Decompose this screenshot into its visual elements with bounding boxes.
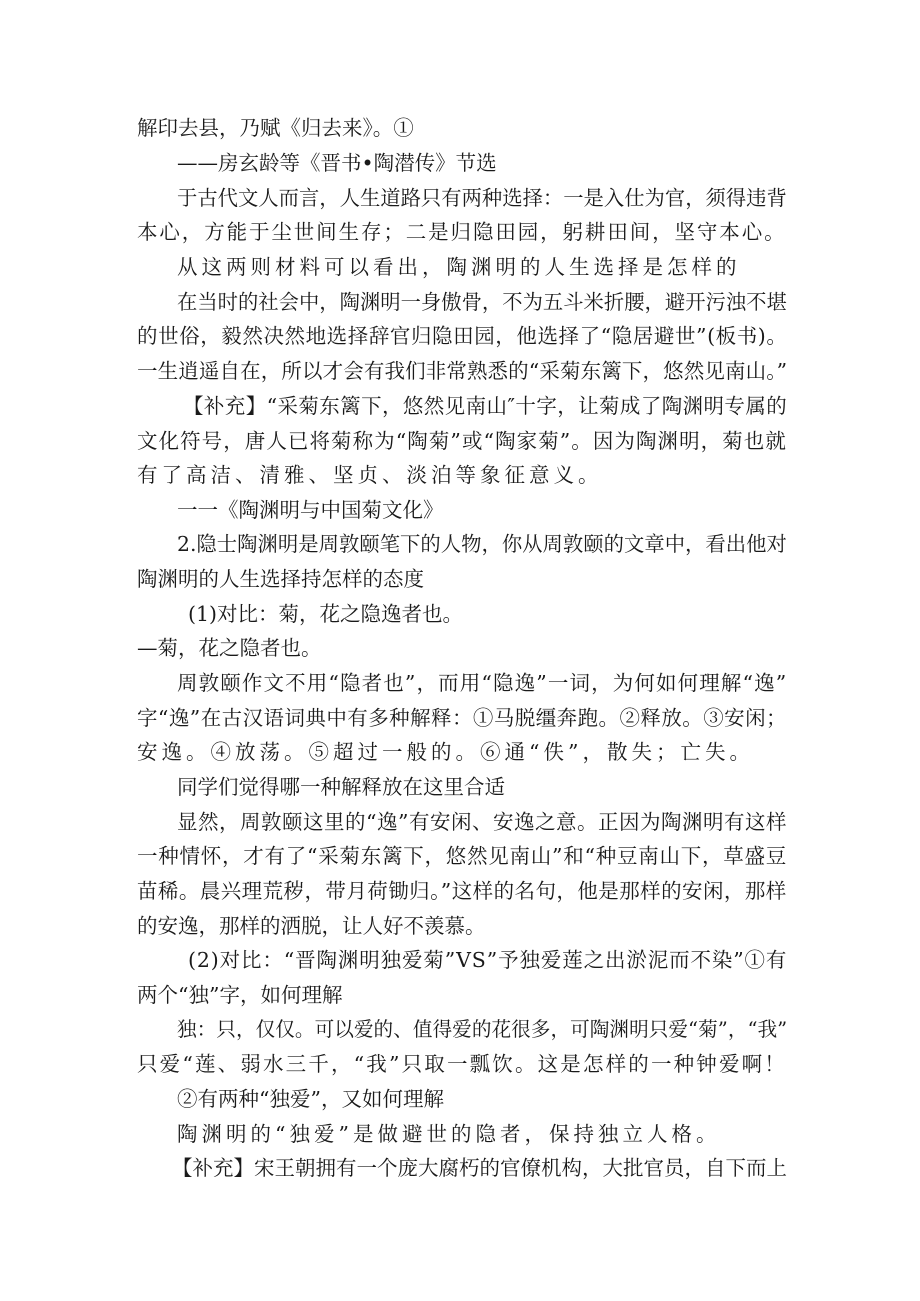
text-line: 一生逍遥自在，所以才会有我们非常熟悉的“采菊东篱下，悠然见南山。” bbox=[137, 359, 788, 383]
question-line: 从这两则材料可以看出，陶渊明的人生选择是怎样的 bbox=[177, 255, 741, 279]
text-line: 显然，周敦颐这里的“逸”有安闲、安逸之意。正因为陶渊明有这样 bbox=[177, 810, 787, 834]
text-line: 本心，方能于尘世间生存；二是归隐田园，躬耕田间，坚守本心。 bbox=[137, 220, 787, 244]
question-line: ②有两种“独爱”，又如何理解 bbox=[177, 1087, 444, 1111]
text-line: 两个“独”字，如何理解 bbox=[137, 983, 343, 1007]
comparison-line: (1)对比：菊，花之隐逸者也。 bbox=[188, 602, 464, 626]
source-citation: 一一《陶渊明与中国菊文化》 bbox=[177, 498, 444, 522]
comparison-line: (2)对比：“晋陶渊明独爱菊”VS”予独爱莲之出淤泥而不染”①有 bbox=[188, 948, 788, 972]
text-line: 的安逸，那样的洒脱，让人好不羡慕。 bbox=[137, 914, 486, 938]
text-line: 只爱“莲、弱水三千，“我”只取一瓢饮。这是怎样的一种钟爱啊！ bbox=[137, 1052, 787, 1076]
text-line: 解印去县，乃赋《归去来》。① bbox=[137, 116, 414, 140]
text-line: 于古代文人而言，人生道路只有两种选择：一是入仕为官，须得违背 bbox=[177, 186, 787, 210]
supplement-line: 【补充】“采菊东篱下，悠然见南山″十字，让菊成了陶渊明专属的 bbox=[183, 394, 788, 418]
text-line: 苗稀。晨兴理荒秽，带月荷锄归。”这样的名句，他是那样的安闲，那样 bbox=[137, 879, 787, 903]
supplement-line: 【补充】宋王朝拥有一个庞大腐朽的官僚机构，大批官员，自下而上 bbox=[172, 1156, 787, 1180]
text-line: 的世俗，毅然决然地选择辞官归隐田园，他选择了“隐居避世”(板书)。 bbox=[137, 324, 788, 348]
text-line: 在当时的社会中，陶渊明一身傲骨，不为五斗米折腰，避开污浊不堪 bbox=[177, 290, 787, 314]
text-line: 字“逸”在古汉语词典中有多种解释：①马脱缰奔跑。②释放。③安闲； bbox=[137, 706, 787, 730]
source-citation: ——房玄龄等《晋书•陶潜传》节选 bbox=[177, 151, 497, 175]
question-line: 陶渊明的人生选择持怎样的态度 bbox=[137, 567, 424, 591]
question-line: 同学们觉得哪一种解释放在这里合适 bbox=[177, 775, 505, 799]
question-line: 2.隐士陶渊明是周敦颐笔下的人物，你从周敦颐的文章中，看出他对 bbox=[177, 532, 787, 556]
text-line: 一种情怀，才有了“采菊东篱下，悠然见南山”和“种豆南山下，草盛豆 bbox=[137, 844, 787, 868]
text-line: 周敦颐作文不用“隐者也”，而用“隐逸”一词，为何如何理解“逸” bbox=[177, 671, 788, 695]
text-line: 文化符号，唐人已将菊称为“陶菊”或“陶家菊”。因为陶渊明，菊也就 bbox=[137, 429, 787, 453]
text-line: 安逸。④放荡。⑤超过一般的。⑥通“佚”，散失；亡失。 bbox=[137, 740, 754, 764]
comparison-line: —菊，花之隐者也。 bbox=[137, 636, 322, 660]
text-line: 独：只，仅仅。可以爱的、值得爱的花很多，可陶渊明只爱“菊”，“我” bbox=[177, 1018, 788, 1041]
text-line: 有了高洁、清雅、坚贞、淡泊等象征意义。 bbox=[137, 463, 603, 487]
text-line: 陶渊明的“独爱”是做避世的隐者，保持独立人格。 bbox=[177, 1122, 721, 1146]
